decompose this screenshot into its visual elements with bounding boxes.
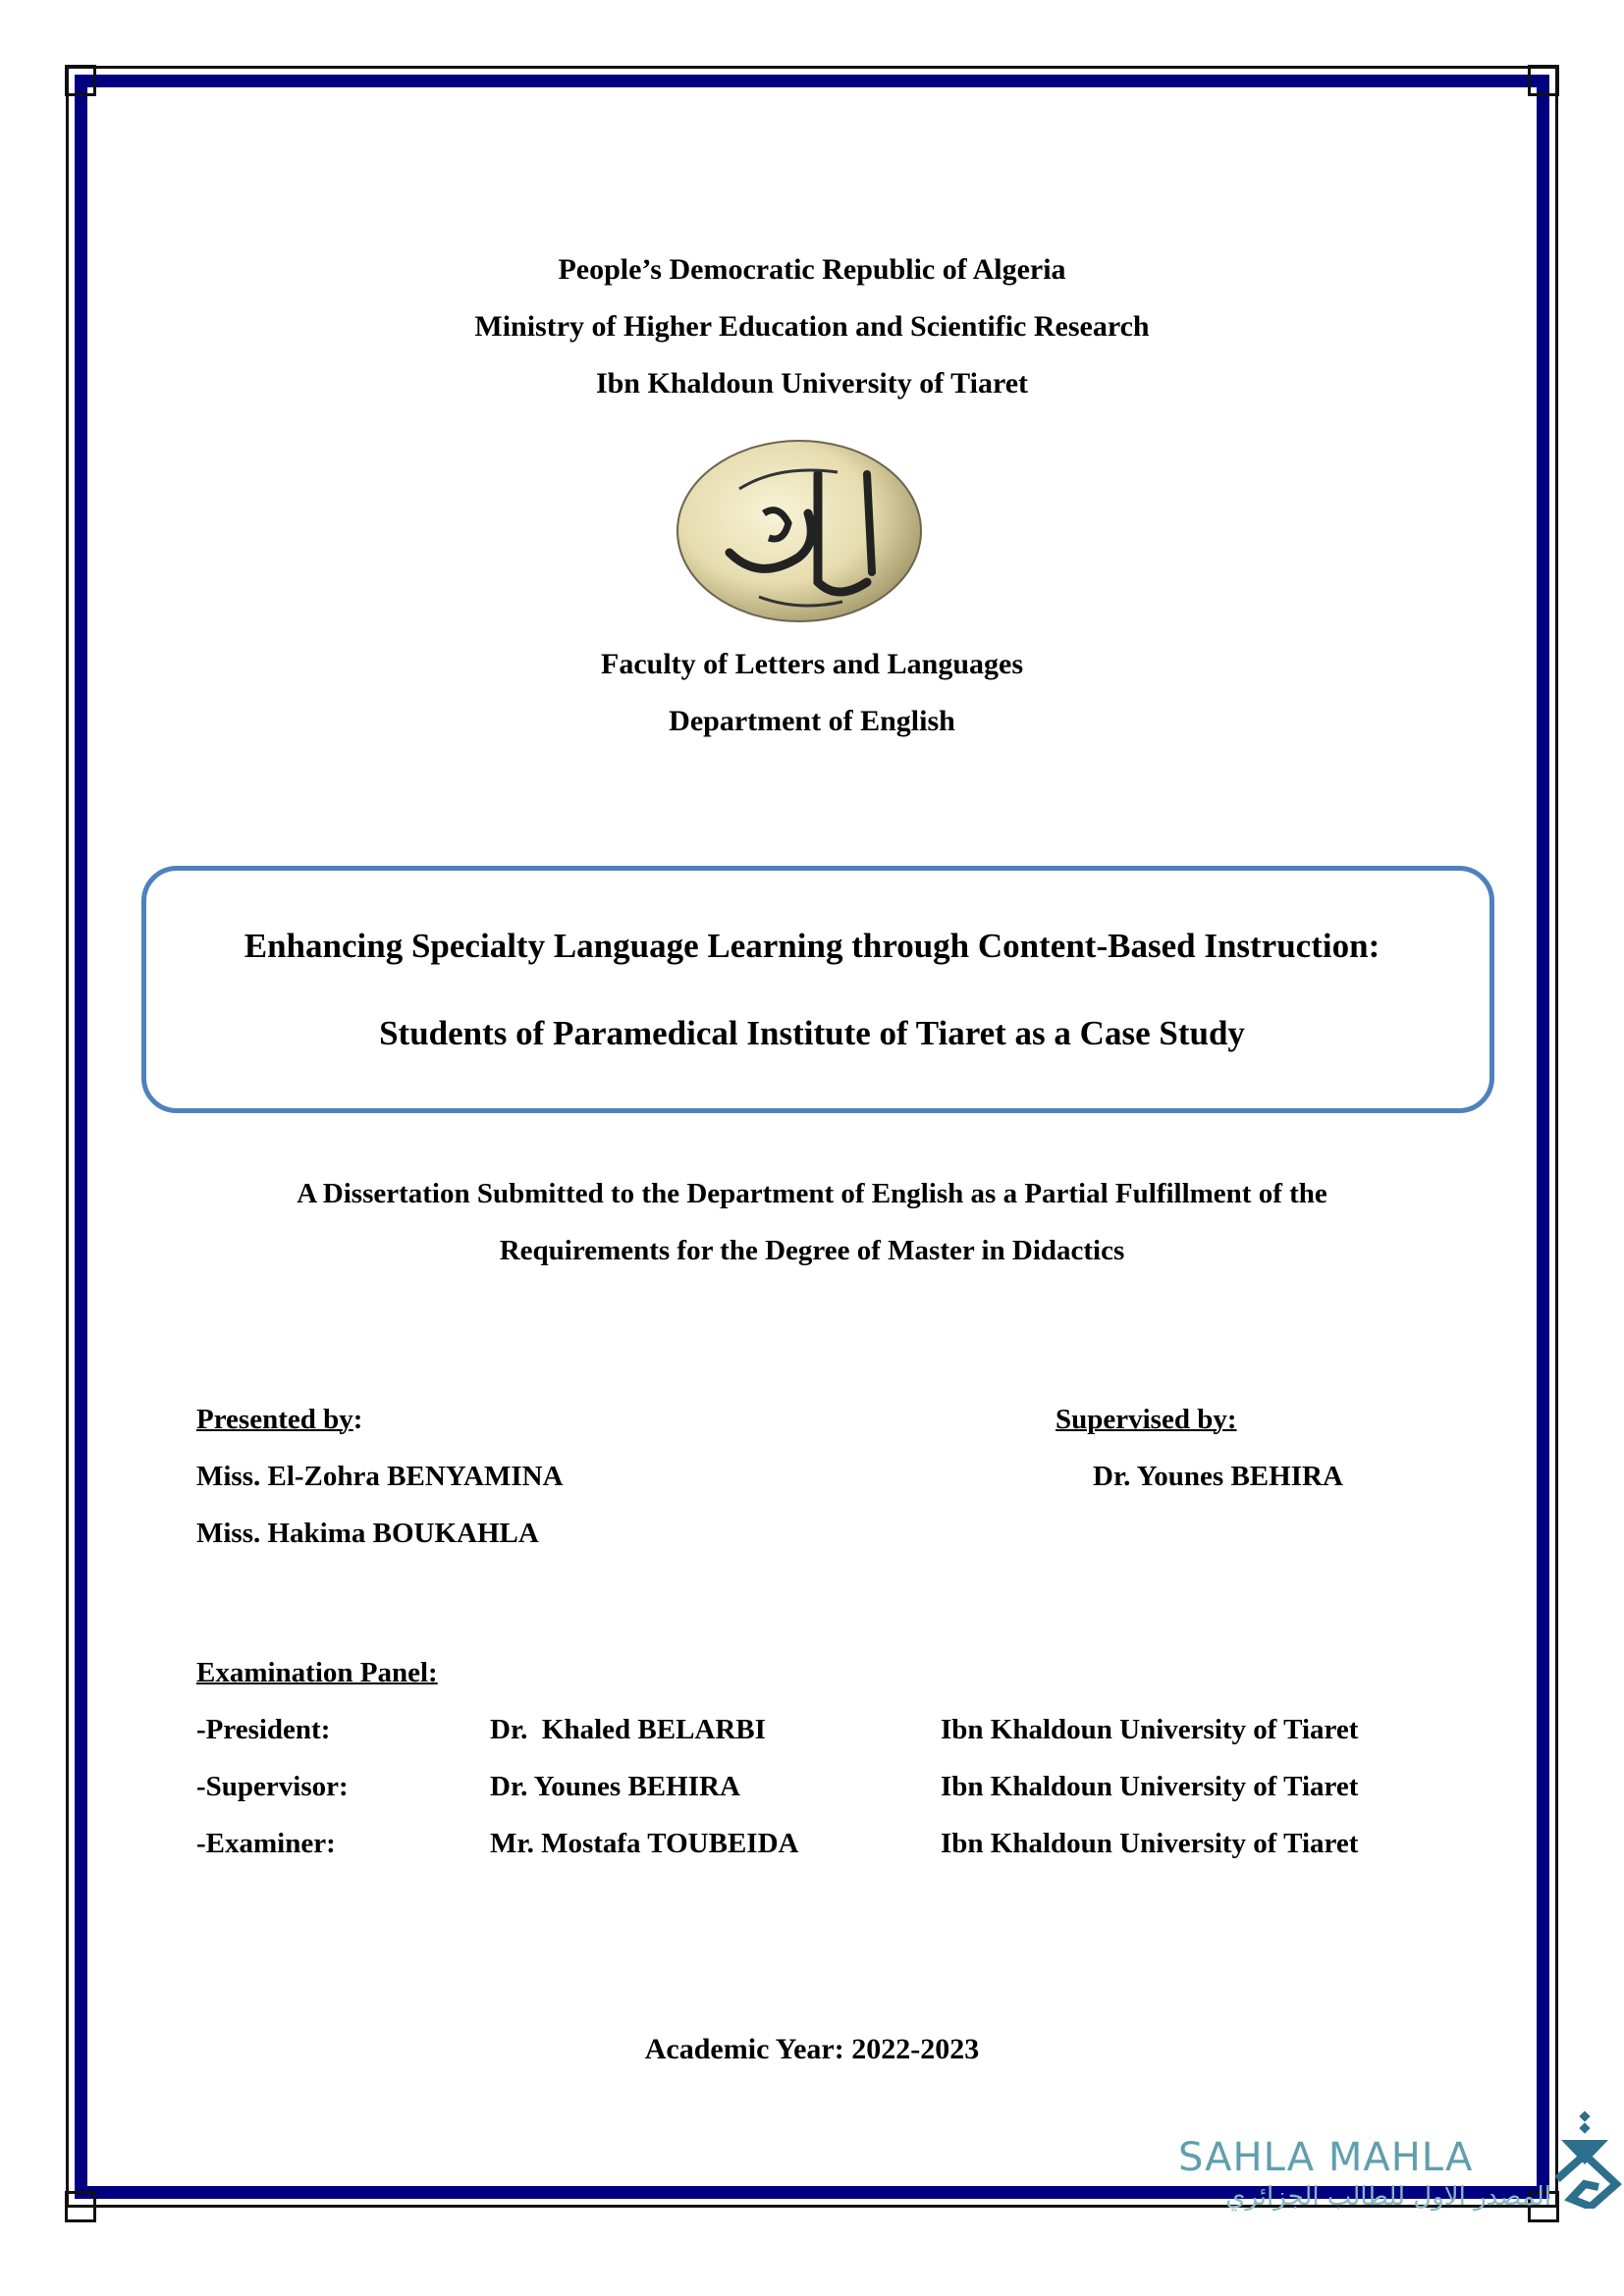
student-name: Miss. Hakima BOUKAHLA — [196, 1518, 539, 1549]
dissertation-subtitle: Students of Paramedical Institute of Tiaret as a Case Study — [379, 1014, 1245, 1052]
panel-member-name: Dr. Younes BEHIRA — [490, 1771, 740, 1802]
student-name: Miss. El-Zohra BENYAMINA — [196, 1461, 564, 1492]
panel-member-name: Dr. Khaled BELARBI — [490, 1714, 766, 1745]
sahla-mahla-logo-icon — [1551, 2110, 1624, 2214]
panel-role: -President: — [196, 1714, 331, 1745]
panel-role: -Examiner: — [196, 1828, 336, 1859]
panel-member-institution: Ibn Khaldoun University of Tiaret — [941, 1828, 1359, 1859]
title-box — [141, 866, 1494, 1113]
dissertation-title: Enhancing Specialty Language Learning through Content-Based Instruction: — [244, 927, 1380, 965]
dissertation-statement-line1: A Dissertation Submitted to the Department of English as a Partial Fulfillment of the — [297, 1178, 1327, 1209]
panel-role: -Supervisor: — [196, 1771, 349, 1802]
examination-panel-label: Examination Panel: — [196, 1657, 438, 1688]
academic-year: Academic Year: 2022-2023 — [644, 2033, 980, 2065]
supervisor-name: Dr. Younes BEHIRA — [1093, 1461, 1343, 1492]
watermark-brand: SAHLA MAHLA — [1178, 2135, 1474, 2180]
corner-ornament — [65, 2191, 96, 2222]
panel-member-institution: Ibn Khaldoun University of Tiaret — [941, 1771, 1359, 1802]
university-name: Ibn Khaldoun University of Tiaret — [595, 367, 1029, 400]
university-emblem-icon — [671, 435, 928, 627]
dissertation-statement-line2: Requirements for the Degree of Master in Didactics — [499, 1235, 1125, 1266]
country-name: People’s Democratic Republic of Algeria — [558, 253, 1066, 286]
corner-ornament — [65, 65, 96, 96]
corner-ornament — [1528, 65, 1559, 96]
panel-member-name: Mr. Mostafa TOUBEIDA — [490, 1828, 799, 1859]
ministry-name: Ministry of Higher Education and Scientific Research — [474, 310, 1150, 343]
panel-member-institution: Ibn Khaldoun University of Tiaret — [941, 1714, 1359, 1745]
watermark-tagline: المصدر الاول للطالب الجزائري — [1225, 2182, 1551, 2212]
department-name: Department of English — [669, 705, 955, 737]
supervised-by-label: Supervised by: — [1056, 1404, 1237, 1435]
presented-by-label: Presented by: — [196, 1404, 363, 1435]
faculty-name: Faculty of Letters and Languages — [601, 648, 1023, 680]
